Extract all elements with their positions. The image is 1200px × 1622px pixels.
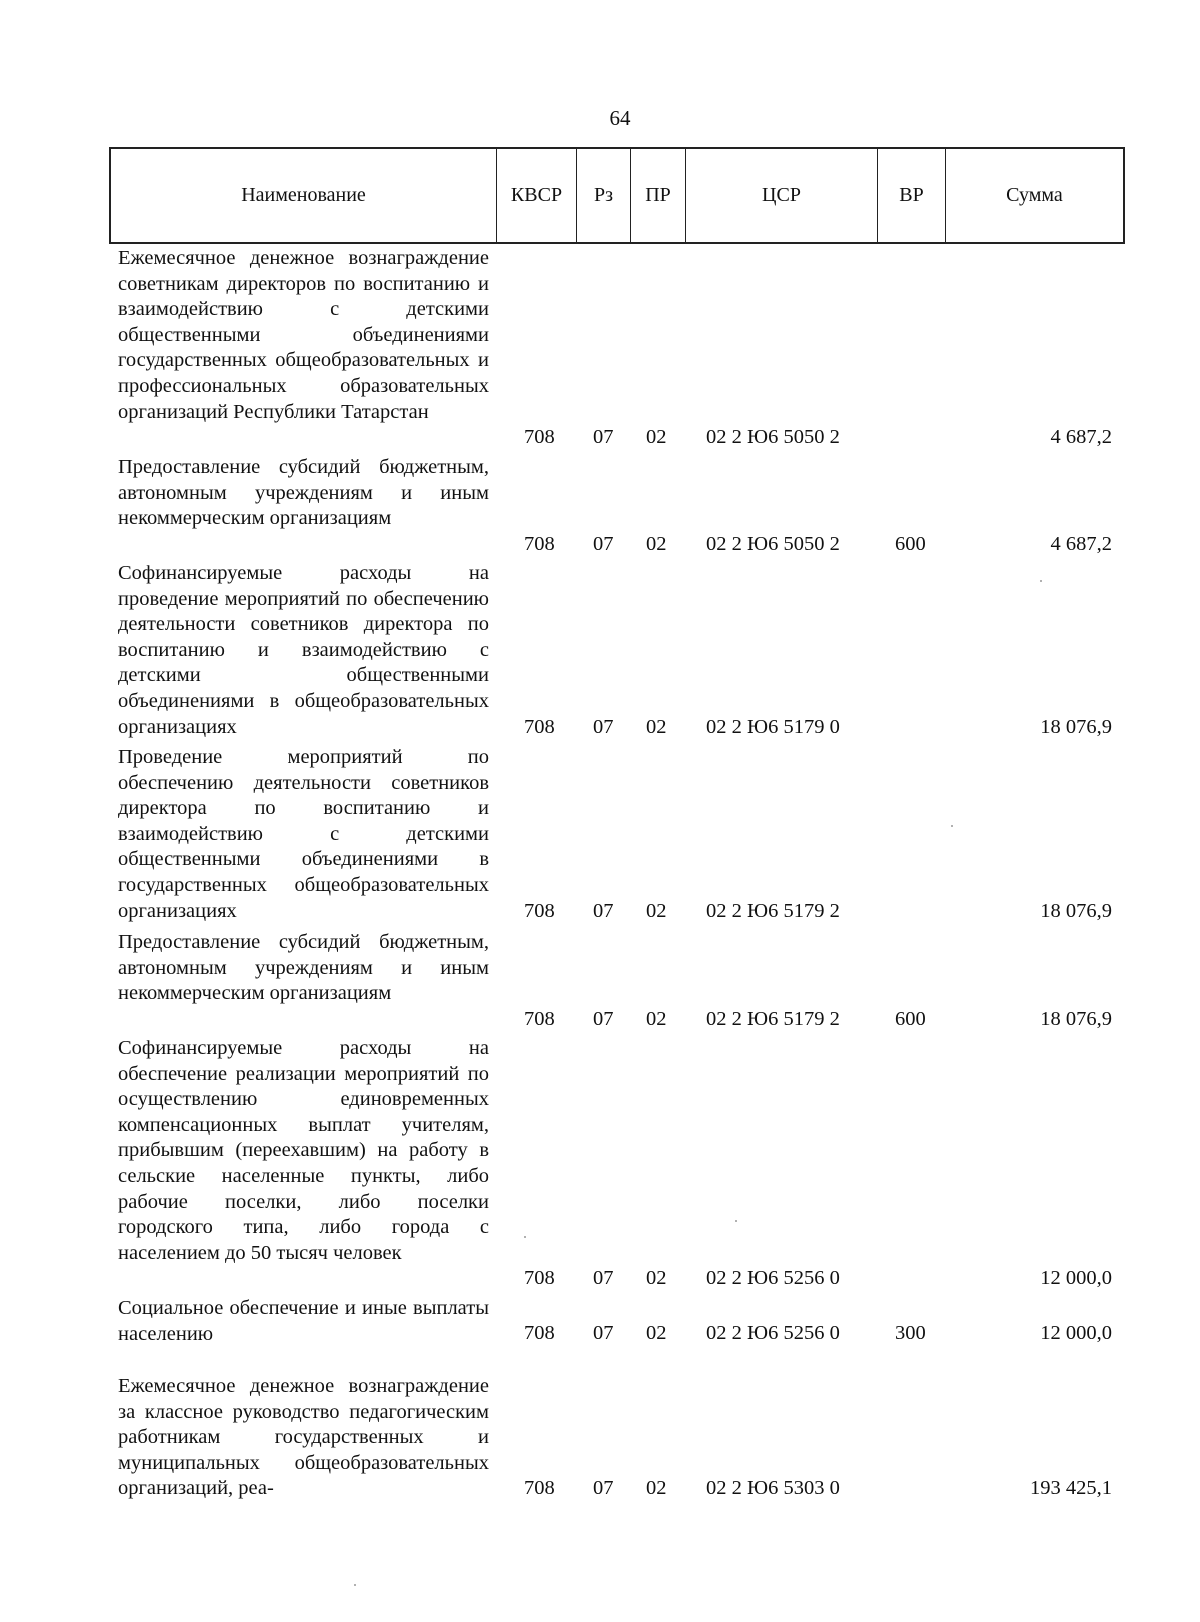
scan-speck: [1040, 580, 1042, 582]
header-csr: ЦСР: [686, 149, 878, 242]
header-pr: ПР: [631, 149, 686, 242]
header-kvsr: КВСР: [497, 149, 577, 242]
scan-speck: [951, 825, 953, 827]
header-name: Наименование: [111, 149, 497, 242]
row-kvsr: 708: [524, 716, 555, 738]
row-pr: 02: [646, 426, 667, 448]
row-name: Проведение мероприятий по обеспечению деятельности советников директора по воспитанию и взаимодействию с детскими общественными объединениями в государственных общеобразовательных организациях: [118, 746, 489, 922]
row-kvsr: 708: [524, 1267, 555, 1289]
row-kvsr: 708: [524, 1322, 555, 1344]
row-sum: 18 076,9: [1040, 900, 1112, 922]
row-name: Софинансируемые расходы на обеспечение реализации мероприятий по осуществлению единовременных компенсационных выплат учителям, прибывшим (переехавшим) на работу в сельские населенные пункты, либо рабочие поселки, либо поселки городского типа, либо города с населением до 50 тысяч человек: [118, 1037, 489, 1264]
row-pr: 02: [646, 900, 667, 922]
row-name: Ежемесячное денежное вознаграждение за классное руководство педагогическим работникам государственных и муниципальных общеобразовательных организаций, реа-: [118, 1375, 489, 1500]
header-sum: Сумма: [1006, 184, 1063, 206]
row-name: Социальное обеспечение и иные выплаты населению: [118, 1297, 489, 1345]
header-rz: Рз: [577, 149, 631, 242]
row-rz: 07: [593, 1477, 614, 1499]
row-name: Софинансируемые расходы на проведение мероприятий по обеспечению деятельности советников директора по воспитанию и взаимодействию с детскими общественными объединениями в общеобразовательных организациях: [118, 562, 489, 738]
row-rz: 07: [593, 426, 614, 448]
row-sum: 12 000,0: [1040, 1322, 1112, 1344]
row-csr: 02 2 Ю6 5303 0: [706, 1477, 840, 1499]
row-sum: 18 076,9: [1040, 1008, 1112, 1030]
row-pr: 02: [646, 1008, 667, 1030]
row-csr: 02 2 Ю6 5179 0: [706, 716, 840, 738]
row-sum: 12 000,0: [1040, 1267, 1112, 1289]
row-rz: 07: [593, 1322, 614, 1344]
row-csr: 02 2 Ю6 5256 0: [706, 1267, 840, 1289]
scan-speck: [354, 1584, 356, 1586]
row-pr: 02: [646, 1322, 667, 1344]
row-kvsr: 708: [524, 1477, 555, 1499]
row-sum: 18 076,9: [1040, 716, 1112, 738]
row-kvsr: 708: [524, 533, 555, 555]
row-csr: 02 2 Ю6 5256 0: [706, 1322, 840, 1344]
row-rz: 07: [593, 533, 614, 555]
row-rz: 07: [593, 900, 614, 922]
row-rz: 07: [593, 716, 614, 738]
row-name: Ежемесячное денежное вознаграждение советникам директоров по воспитанию и взаимодействию с детскими общественными объединениями государственных общеобразовательных и профессиональных образовательных организаций Республики Татарстан: [118, 247, 489, 423]
row-csr: 02 2 Ю6 5179 2: [706, 900, 840, 922]
row-name: Предоставление субсидий бюджетным, автономным учреждениям и иным некоммерческим организациям: [118, 931, 489, 1005]
row-rz: 07: [593, 1008, 614, 1030]
row-sum: 4 687,2: [1050, 426, 1112, 448]
row-vr: 600: [895, 533, 926, 555]
row-pr: 02: [646, 1267, 667, 1289]
table-header: [109, 147, 1125, 244]
row-kvsr: 708: [524, 426, 555, 448]
row-rz: 07: [593, 1267, 614, 1289]
page-number: 64: [609, 106, 631, 130]
row-csr: 02 2 Ю6 5179 2: [706, 1008, 840, 1030]
row-sum: 193 425,1: [1030, 1477, 1112, 1499]
row-vr: 600: [895, 1008, 926, 1030]
row-name: Предоставление субсидий бюджетным, автономным учреждениям и иным некоммерческим организациям: [118, 456, 489, 530]
row-csr: 02 2 Ю6 5050 2: [706, 426, 840, 448]
scan-speck: [524, 1236, 526, 1238]
row-pr: 02: [646, 533, 667, 555]
row-vr: 300: [895, 1322, 926, 1344]
row-pr: 02: [646, 716, 667, 738]
header-vr: ВР: [878, 149, 946, 242]
row-sum: 4 687,2: [1050, 533, 1112, 555]
row-kvsr: 708: [524, 900, 555, 922]
row-csr: 02 2 Ю6 5050 2: [706, 533, 840, 555]
row-kvsr: 708: [524, 1008, 555, 1030]
scan-speck: [735, 1220, 737, 1222]
row-pr: 02: [646, 1477, 667, 1499]
